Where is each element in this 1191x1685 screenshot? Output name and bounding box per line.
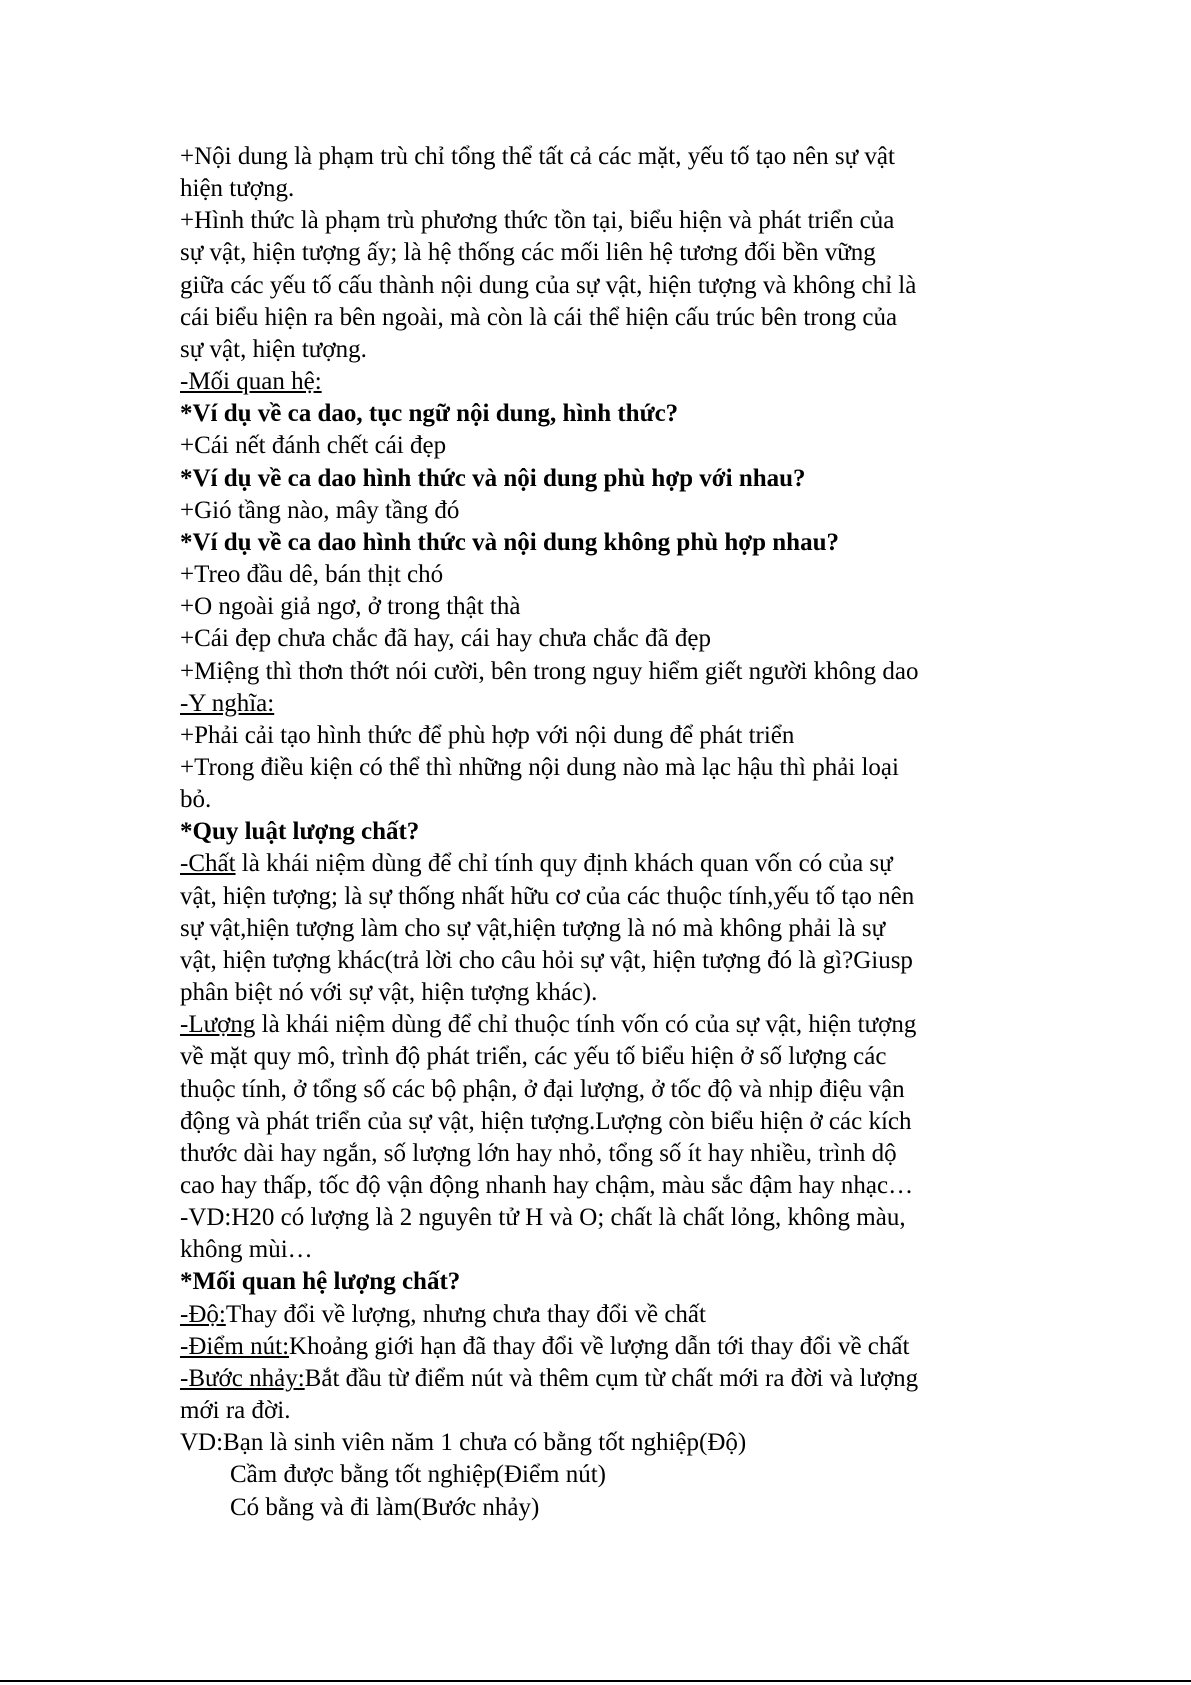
section-label-meaning: -Y nghĩa: (180, 689, 275, 717)
text-line: +Gió tầng nào, mây tầng đó (180, 496, 460, 524)
term-label: -Điểm nút: (180, 1332, 290, 1360)
text-line: sự vật, hiện tượng. (180, 335, 367, 363)
question-heading: *Ví dụ về ca dao hình thức và nội dung không phù hợp nhau? (180, 528, 839, 556)
text-line: vật, hiện tượng; là sự thống nhất hữu cơ của các thuộc tính,yếu tố tạo nên (180, 882, 915, 910)
term-definition: Thay đổi về lượng, nhưng chưa thay đổi về chất (225, 1300, 706, 1328)
text-line (180, 1363, 1080, 1395)
term-definition: là khái niệm dùng để chỉ tính quy định khách quan vốn có của sự (235, 850, 893, 878)
text-line: về mặt quy mô, trình độ phát triển, các yếu tố biểu hiện ở số lượng các (180, 1043, 887, 1071)
text-line: -VD:H20 có lượng là 2 nguyên tử H và O; chất là chất lỏng, không màu, (180, 1204, 906, 1232)
document-body (180, 141, 1080, 1524)
text-line: +Trong điều kiện có thể thì những nội dung nào mà lạc hậu thì phải loại (180, 753, 899, 781)
text-line: cao hay thấp, tốc độ vận động nhanh hay chậm, màu sắc đậm hay nhạc… (180, 1172, 914, 1199)
term-definition: Khoảng giới hạn đã thay đổi về lượng dẫn tới thay đổi về chất (289, 1332, 910, 1360)
text-line: cái biểu hiện ra bên ngoài, mà còn là cái thể hiện cấu trúc bên trong của (180, 303, 898, 331)
text-line: không mùi… (180, 1236, 313, 1264)
text-line: mới ra đời. (180, 1397, 291, 1425)
term-label: -Chất (180, 850, 236, 878)
text-line: sự vật, hiện tượng ấy; là hệ thống các mối liên hệ tương đối bền vững (180, 239, 876, 267)
text-line: vật, hiện tượng khác(trả lời cho câu hỏi sự vật, hiện tượng đó là gì?Giusp (180, 946, 913, 974)
text-line: +Cái nết đánh chết cái đẹp (180, 432, 447, 460)
text-line: Cầm được bằng tốt nghiệp(Điểm nút) (230, 1461, 607, 1489)
text-line: +Nội dung là phạm trù chỉ tổng thể tất cả các mặt, yếu tố tạo nên sự vật (180, 143, 895, 170)
text-line (180, 848, 1080, 880)
question-heading: *Ví dụ về ca dao hình thức và nội dung phù hợp với nhau? (180, 464, 806, 492)
text-line: +Miệng thì thơn thớt nói cười, bên trong nguy hiểm giết người không dao (180, 657, 919, 685)
text-line: giữa các yếu tố cấu thành nội dung của sự vật, hiện tượng và không chỉ là (180, 271, 917, 299)
text-line: thuộc tính, ở tổng số các bộ phận, ở đại lượng, ở tốc độ và nhịp điệu vận (180, 1075, 905, 1103)
term-label: -Bước nhảy: (180, 1364, 305, 1392)
page-bottom-rule (0, 1680, 1191, 1682)
text-line: thước dài hay ngắn, số lượng lớn hay nhỏ, tổng số ít hay nhiều, trình dộ (180, 1139, 897, 1167)
text-line (180, 1009, 1080, 1041)
text-line: +Cái đẹp chưa chắc đã hay, cái hay chưa chắc đã đẹp (180, 625, 711, 653)
text-line: VD:Bạn là sinh viên năm 1 chưa có bằng tốt nghiệp(Độ) (180, 1429, 747, 1457)
term-label: -Độ: (180, 1300, 226, 1328)
text-line: +Hình thức là phạm trù phương thức tồn tại, biểu hiện và phát triển của (180, 207, 895, 235)
question-heading: *Ví dụ về ca dao, tục ngữ nội dung, hình thức? (180, 400, 679, 428)
text-line: +Treo đầu dê, bán thịt chó (180, 561, 444, 589)
text-line: sự vật,hiện tượng làm cho sự vật,hiện tượng là nó mà không phải là sự (180, 914, 886, 942)
text-line: +Phải cải tạo hình thức để phù hợp với nội dung để phát triển (180, 721, 795, 749)
term-label: -Lượng (180, 1011, 256, 1039)
question-heading: *Quy luật lượng chất? (180, 818, 420, 846)
term-definition: là khái niệm dùng để chỉ thuộc tính vốn có của sự vật, hiện tượng (255, 1011, 917, 1039)
text-line: bỏ. (180, 786, 212, 814)
text-line: hiện tượng. (180, 175, 295, 203)
section-label-relation: -Mối quan hệ: (180, 368, 322, 396)
term-definition: Bắt đầu từ điểm nút và thêm cụm từ chất mới ra đời và lượng (304, 1364, 919, 1392)
question-heading: *Mối quan hệ lượng chất? (180, 1268, 461, 1296)
text-line (180, 1331, 1080, 1363)
text-line (180, 1299, 1080, 1331)
text-line: phân biệt nó với sự vật, hiện tượng khác). (180, 979, 598, 1007)
text-line: động và phát triển của sự vật, hiện tượng.Lượng còn biểu hiện ở các kích (180, 1107, 912, 1135)
text-line: Có bằng và đi làm(Bước nhảy) (230, 1493, 540, 1521)
text-line: +O ngoài giả ngơ, ở trong thật thà (180, 593, 521, 621)
